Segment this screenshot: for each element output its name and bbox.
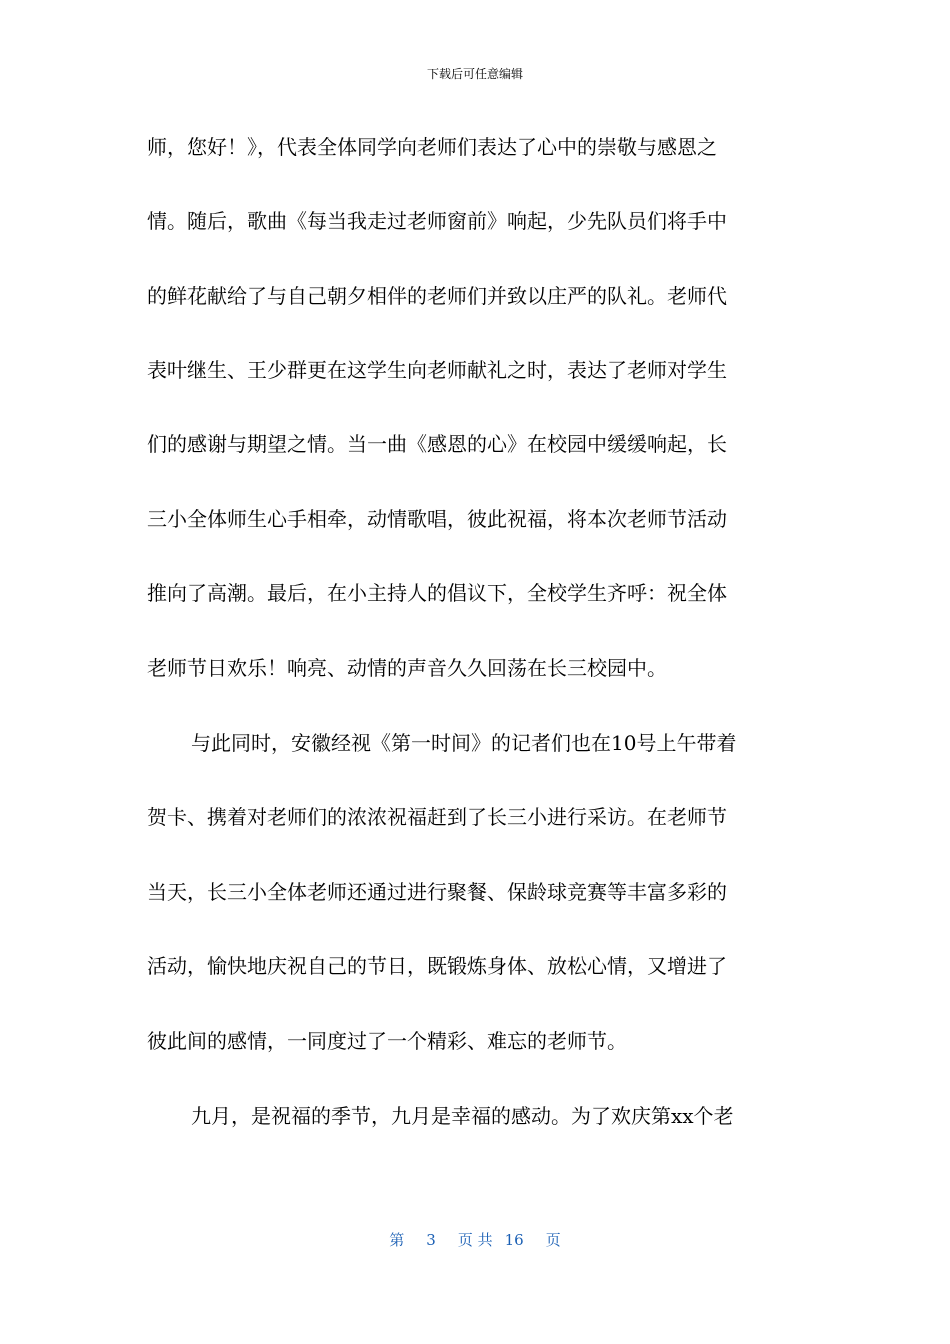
body-line: 师，您好！》，代表全体同学向老师们表达了心中的崇敬与感恩之 xyxy=(147,135,717,159)
current-page-number: 3 xyxy=(426,1231,436,1249)
body-line: 们的感谢与期望之情。当一曲《感恩的心》在校园中缓缓响起，长 xyxy=(147,432,727,456)
body-line-indented: 九月，是祝福的季节，九月是幸福的感动。为了欢庆第xx个老 xyxy=(191,1104,734,1128)
body-line: 的鲜花献给了与自己朝夕相伴的老师们并致以庄严的队礼。老师代 xyxy=(147,284,727,308)
total-pages-number: 16 xyxy=(504,1231,524,1249)
body-line: 贺卡、携着对老师们的浓浓祝福赶到了长三小进行采访。在老师节 xyxy=(147,805,727,829)
body-line: 三小全体师生心手相牵，动情歌唱，彼此祝福，将本次老师节活动 xyxy=(147,507,727,531)
body-line: 当天，长三小全体老师还通过进行聚餐、保龄球竞赛等丰富多彩的 xyxy=(147,880,727,904)
body-line: 表叶继生、王少群更在这学生向老师献礼之时，表达了老师对学生 xyxy=(147,358,727,382)
body-line: 彼此间的感情，一同度过了一个精彩、难忘的老师节。 xyxy=(147,1029,627,1053)
body-line-indented: 与此同时，安徽经视《第一时间》的记者们也在10号上午带着 xyxy=(191,731,737,755)
page-footer xyxy=(0,1230,950,1250)
body-line: 推向了高潮。最后，在小主持人的倡议下，全校学生齐呼：祝全体 xyxy=(147,581,727,605)
page-label-prefix: 第 xyxy=(389,1231,405,1249)
page-label-middle: 页 共 xyxy=(457,1231,493,1249)
body-line: 活动，愉快地庆祝自己的节日，既锻炼身体、放松心情，又增进了 xyxy=(147,954,727,978)
body-line: 老师节日欢乐！响亮、动情的声音久久回荡在长三校园中。 xyxy=(147,656,667,680)
page-label-suffix: 页 xyxy=(545,1231,561,1249)
page-header: 下载后可任意编辑 xyxy=(426,67,523,81)
body-line: 情。随后，歌曲《每当我走过老师窗前》响起，少先队员们将手中 xyxy=(147,209,727,233)
